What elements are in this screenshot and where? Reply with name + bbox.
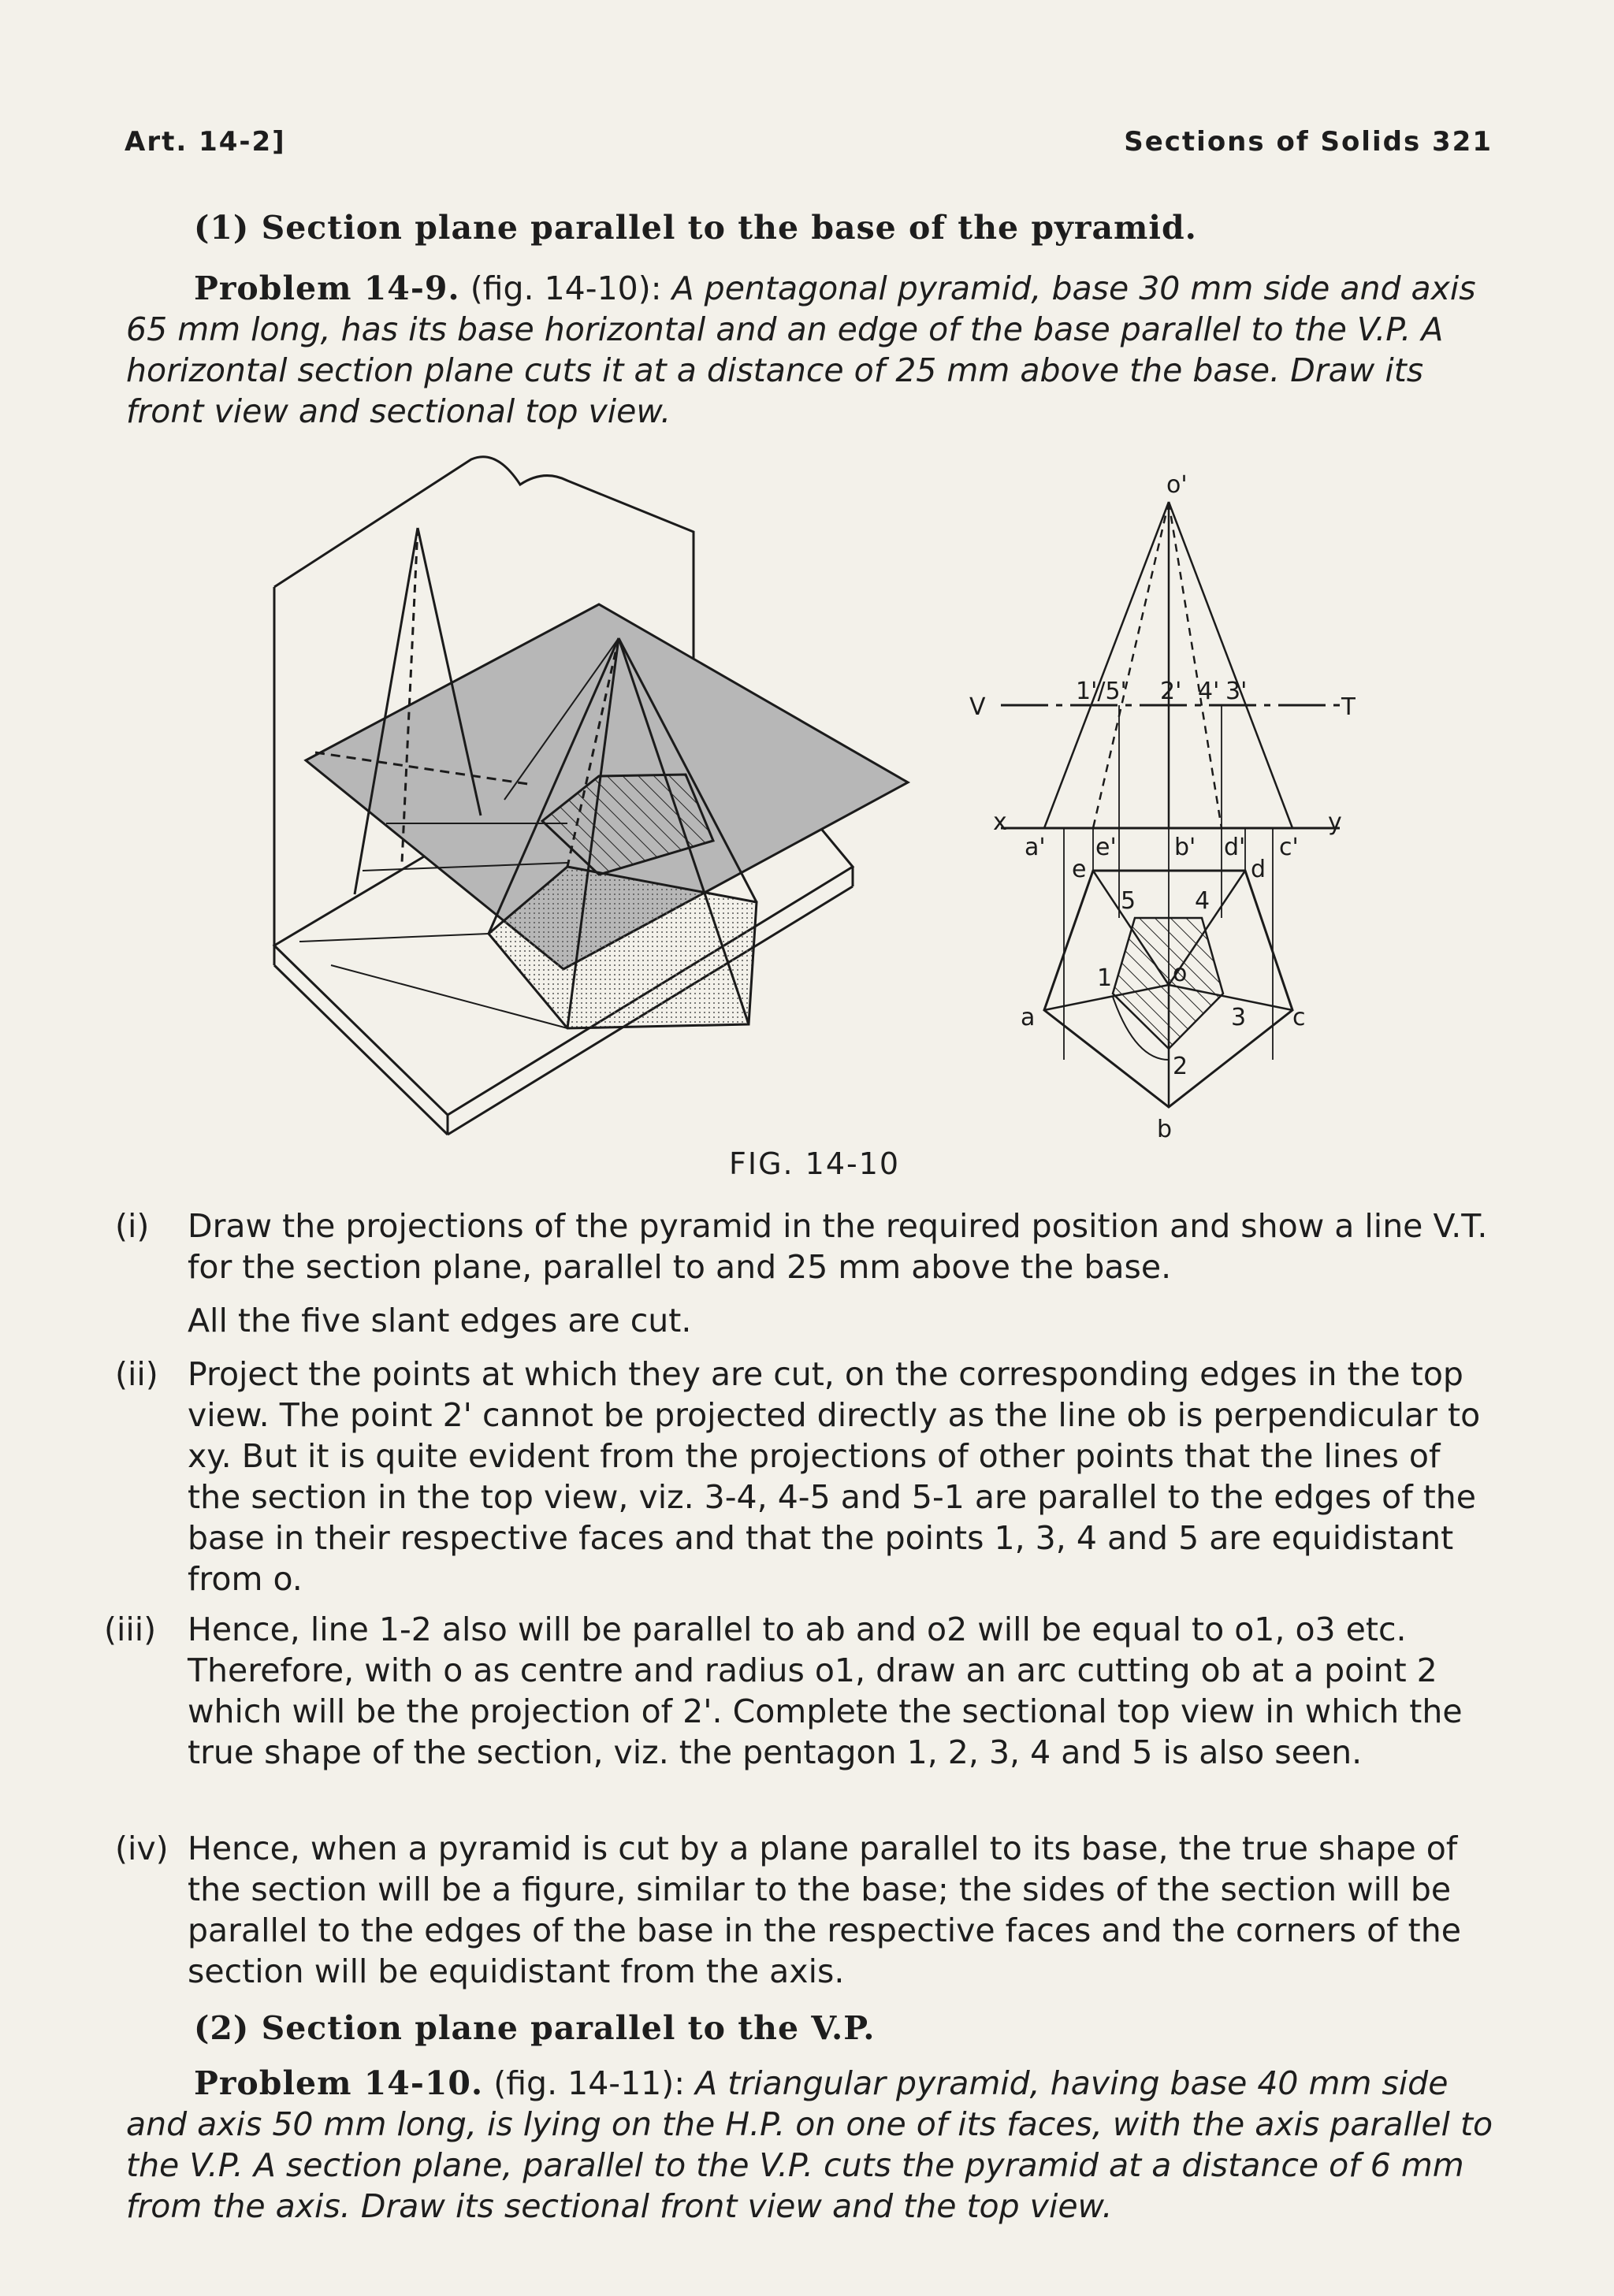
label-3-prime: 3'	[1225, 678, 1248, 705]
label-2: 2	[1173, 1053, 1188, 1080]
figure-caption: FIG. 14-10	[729, 1146, 901, 1181]
problem-14-10-label: Problem 14-10.	[194, 2064, 484, 2102]
step-iv-number: (iv)	[115, 1830, 169, 1867]
step-ii	[115, 1354, 1497, 1599]
step-i-number: (i)	[115, 1207, 150, 1245]
step-iii-number: (iii)	[104, 1611, 157, 1648]
running-head-right: Sections of Solids 321	[1124, 126, 1493, 158]
step-i-text: Draw the projections of the pyramid in the required position and show a line V.T. for the section plane, parallel to and 25 mm above the base.	[188, 1207, 1488, 1286]
problem-14-9-text: A pentagonal pyramid, base 30 mm side and axis 65 mm long, has its base horizontal and an edge of the base parallel to the V.P. A horizontal section plane cuts it at a distance of 25 mm above the base. Draw its front view and sectional top view.	[126, 269, 1476, 430]
label-t: T	[1341, 693, 1356, 721]
top-view-section	[1113, 918, 1223, 1049]
problem-14-9-ref: (fig. 14-10):	[470, 269, 662, 307]
running-head-left: Art. 14-2]	[125, 126, 286, 158]
label-y: y	[1328, 808, 1342, 836]
label-c-prime: c'	[1279, 834, 1299, 861]
label-e: e	[1072, 856, 1087, 883]
label-1-5-prime: 1'/5'	[1076, 678, 1127, 705]
label-o: o	[1173, 960, 1188, 987]
step-i-note	[188, 1300, 1497, 1341]
label-3: 3	[1231, 1004, 1247, 1031]
step-iv-text: Hence, when a pyramid is cut by a plane parallel to its base, the true shape of the section will be a figure, similar to the base; the sides of the section will be parallel to the edges of the base in the respective faces and the corners of the section will be equidistant from the axis.	[188, 1830, 1461, 1990]
section-1-title: (1) Section plane parallel to the base of the pyramid.	[194, 209, 1197, 247]
step-ii-number: (ii)	[115, 1355, 158, 1393]
orthographic-views	[1001, 502, 1340, 1107]
step-iii	[104, 1609, 1497, 1773]
step-i-note-text: All the five slant edges are cut.	[188, 1302, 692, 1339]
problem-14-10-ref: (fig. 14-11):	[493, 2064, 686, 2102]
label-4-prime: 4'	[1198, 678, 1220, 705]
label-o-prime: o'	[1166, 471, 1188, 499]
section-2-title: (2) Section plane parallel to the V.P.	[194, 2009, 876, 2047]
label-c: c	[1292, 1004, 1306, 1031]
label-x: x	[993, 808, 1007, 836]
label-a: a	[1021, 1004, 1036, 1031]
label-b-prime: b'	[1174, 834, 1196, 861]
problem-14-9	[126, 268, 1497, 432]
label-d: d	[1251, 856, 1266, 883]
label-v: V	[969, 693, 986, 721]
label-e-prime: e'	[1095, 834, 1117, 861]
problem-14-10	[126, 2063, 1497, 2227]
figure-14-10	[268, 453, 1356, 1162]
problem-14-9-label: Problem 14-9.	[194, 269, 460, 307]
label-5: 5	[1121, 887, 1136, 915]
label-4: 4	[1195, 887, 1210, 915]
step-ii-text: Project the points at which they are cut, on the corresponding edges in the top view. The point 2' cannot be projected directly as the line ob is perpendicular to xy. But it is quite evident from the projections of other points that the lines of the section in the top view, viz. 3-4, 4-5 and 5-1 are parallel to the edges of the base in their respective faces and that the points 1, 3, 4 and 5 are equidistant from o.	[188, 1355, 1481, 1598]
problem-14-10-text: A triangular pyramid, having base 40 mm side and axis 50 mm long, is lying on the H.P. on one of its faces, with the axis parallel to the V.P. A section plane, parallel to the V.P. cuts the pyramid at a distance of 6 mm from the axis. Draw its sectional front view and the top view.	[126, 2064, 1493, 2225]
step-iii-text: Hence, line 1-2 also will be parallel to ab and o2 will be equal to o1, o3 etc. Therefore, with o as centre and radius o1, draw an arc cutting ob at a point 2 which will be the projection of 2'. Complete the sectional top view in which the true shape of the section, viz. the pentagon 1, 2, 3, 4 and 5 is also seen.	[188, 1611, 1463, 1771]
pictorial-view	[274, 457, 908, 1135]
label-d-prime: d'	[1224, 834, 1246, 861]
label-1: 1	[1097, 964, 1113, 992]
label-a-prime: a'	[1025, 834, 1046, 861]
step-i	[115, 1206, 1497, 1287]
step-iv	[115, 1828, 1497, 1992]
label-b: b	[1157, 1116, 1173, 1143]
label-2-prime: 2'	[1160, 678, 1182, 705]
